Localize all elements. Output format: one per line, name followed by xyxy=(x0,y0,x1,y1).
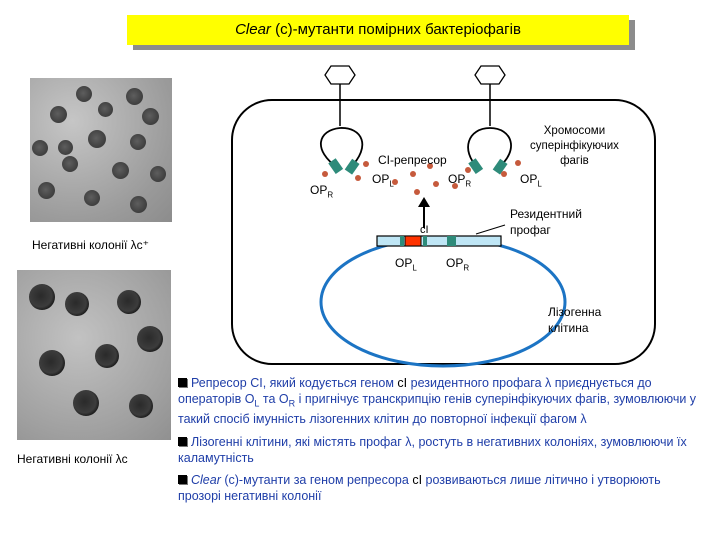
operator-right-2 xyxy=(447,236,456,246)
prophage-op-r-label: $OP_R$ xyxy=(446,256,470,273)
phage-head-icon xyxy=(475,66,505,84)
bullet-list xyxy=(178,376,702,512)
prophage-op-l-label: $OP_L$ xyxy=(395,256,417,273)
bullet-2: Лізогенні клітини, які містять профаг λ, ростуть в негативних колоніях, зумовлюючи їх каламутність xyxy=(178,434,687,465)
right-op-r-label: $OP_R$ xyxy=(448,172,472,189)
resident-prophage-label: Резидентний профаг xyxy=(510,207,582,237)
superinfecting-label: Хромосоми суперінфікуючих фагів xyxy=(530,125,619,167)
prophage-bar xyxy=(377,236,501,246)
ci-gene-label: cI xyxy=(420,224,429,236)
bullet-square-icon xyxy=(178,475,187,484)
operator-right xyxy=(423,236,427,246)
bullet-3: Clear (с)-мутанти за геном репресора cI розвиваються лише літично і утворюють прозорі негативні колонії xyxy=(178,473,661,504)
caption-c: Негативні колонії λc xyxy=(17,452,128,466)
bullet-square-icon xyxy=(178,437,187,446)
left-op-r-label: $OP_R$ xyxy=(310,183,334,200)
bullet-square-icon xyxy=(178,378,187,387)
title-clear-word: Clear xyxy=(235,21,271,38)
title-rest: (с)-мутанти помірних бактеріофагів xyxy=(270,21,521,38)
ci-gene xyxy=(405,236,421,246)
right-op-l-label: $OP_L$ xyxy=(520,172,542,189)
arrowhead-icon xyxy=(418,197,430,207)
left-op-l-label: $OP_L$ xyxy=(372,172,394,189)
bacterial-chromosome xyxy=(321,238,565,366)
superinfecting-chromosome-right xyxy=(468,128,511,175)
bullet-1: Репресор CI, який кодується геном cI резидентного профага λ приєднується до операторів $O_L$ та $O_R$ і пригнічує транскрипцію генів суперінфікуючих фагів, зумовлюючи у такий спосіб імунність лізогенних клітин до повторної інфекції фагом λ xyxy=(178,376,697,427)
repressor-label: CI-репресор xyxy=(378,153,447,167)
phage-right xyxy=(475,66,505,126)
phage-head-icon xyxy=(325,66,355,84)
caption-c-plus: Негативні колонії λc⁺ xyxy=(32,238,149,252)
lysogenic-cell-label: Лізогенна клітина xyxy=(548,305,602,335)
superinfecting-chromosome-left xyxy=(321,128,362,175)
phage-left xyxy=(325,66,355,126)
prophage-pointer xyxy=(476,225,505,234)
operator-left xyxy=(400,236,404,246)
